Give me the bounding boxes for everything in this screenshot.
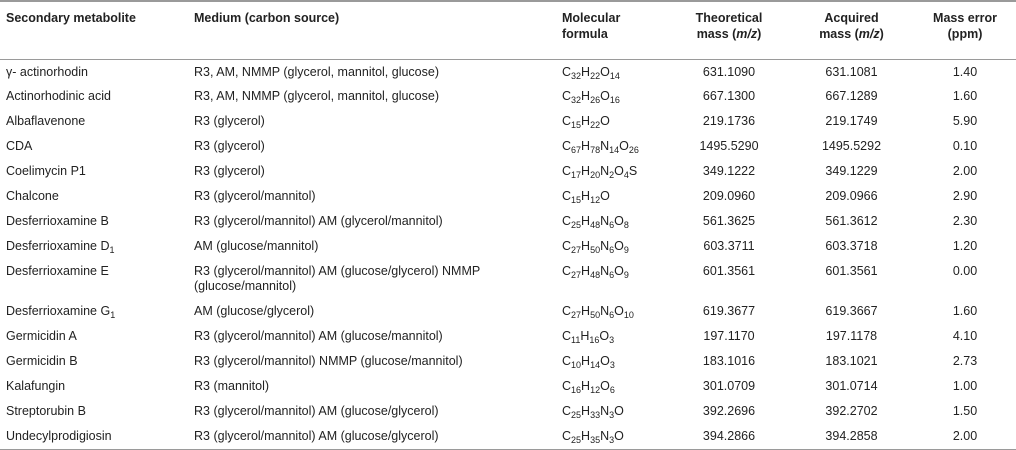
header-theoretical-mass: Theoretical mass (m/z) bbox=[669, 1, 789, 59]
metabolite-name-cell: Albaflavenone bbox=[6, 114, 86, 128]
metabolite-name-cell: Undecylprodigiosin bbox=[0, 424, 188, 449]
molecular-formula-cell: $C_{32}H_{22}O_{14}$ bbox=[562, 64, 620, 81]
theoretical-mass-cell: 349.1222 bbox=[702, 164, 756, 178]
table-row bbox=[0, 59, 1016, 84]
table-row bbox=[0, 374, 1016, 399]
header-molecular-formula: Molecular formula bbox=[556, 1, 669, 59]
theoretical-mass-cell: 183.1016 bbox=[702, 354, 756, 368]
molecular-formula-cell: $C_{10}H_{14}O_3$ bbox=[562, 354, 615, 370]
table-row bbox=[0, 184, 1016, 209]
metabolite-name-cell: Kalafungin bbox=[6, 379, 66, 393]
mass-error-cell: 0.10 bbox=[952, 139, 978, 153]
table-row bbox=[0, 84, 1016, 109]
molecular-formula-cell: $C_{11}H_{16}O_3$ bbox=[562, 329, 615, 345]
medium-cell: AM (glucose/glycerol) bbox=[194, 304, 315, 318]
molecular-formula-cell: $C_{25}H_{33}N_3O$ bbox=[562, 404, 624, 420]
theoretical-mass-cell: 601.3561 bbox=[702, 264, 756, 278]
molecular-formula-cell: $C_{15}H_{12}O$ bbox=[562, 189, 610, 205]
mass-error-cell: 1.40 bbox=[952, 64, 978, 79]
molecular-formula-cell: $C_{25}H_{48}N_6O_8$ bbox=[562, 214, 629, 230]
metabolite-name-cell: Coelimycin P1 bbox=[6, 164, 86, 178]
metabolite-name-cell: Desferrioxamine $D_1$ bbox=[6, 239, 115, 255]
acquired-mass-cell: 394.2858 bbox=[789, 424, 914, 449]
acquired-mass-cell: 301.0714 bbox=[825, 379, 878, 393]
mass-error-cell: 0.00 bbox=[952, 264, 978, 278]
medium-cell: R3 (glycerol/mannitol) bbox=[194, 189, 316, 203]
mass-error-cell: 2.90 bbox=[952, 189, 978, 203]
table-row bbox=[0, 349, 1016, 374]
table-row bbox=[0, 134, 1016, 159]
molecular-formula-cell: $C_{25}H_{35}N_3O$ bbox=[556, 424, 669, 449]
table-row bbox=[0, 324, 1016, 349]
mass-error-cell: 5.90 bbox=[952, 114, 978, 128]
molecular-formula-cell: $C_{27}H_{48}N_6O_9$ bbox=[562, 264, 629, 280]
mass-error-cell: 2.73 bbox=[952, 354, 978, 368]
metabolite-name-cell: Streptorubin B bbox=[6, 404, 86, 418]
table-row bbox=[0, 234, 1016, 259]
theoretical-mass-cell: 392.2696 bbox=[702, 404, 756, 418]
molecular-formula-cell: $C_{67}H_{78}N_{14}O_{26}$ bbox=[562, 139, 639, 155]
molecular-formula-cell: $C_{27}H_{50}N_6O_{10}$ bbox=[562, 304, 634, 320]
metabolite-name-cell: Germicidin B bbox=[6, 354, 78, 368]
mass-error-cell: 2.30 bbox=[952, 214, 978, 228]
acquired-mass-cell: 197.1178 bbox=[825, 329, 878, 343]
metabolite-name-cell: γ- actinorhodin bbox=[6, 64, 88, 79]
theoretical-mass-cell: 561.3625 bbox=[702, 214, 756, 228]
metabolite-name-cell: CDA bbox=[6, 139, 33, 153]
medium-cell: R3 (mannitol) bbox=[194, 379, 270, 393]
medium-cell: R3 (glycerol/mannitol) AM (glucose/mannitol) bbox=[194, 329, 443, 343]
table-row bbox=[0, 159, 1016, 184]
acquired-mass-cell: 392.2702 bbox=[825, 404, 878, 418]
table-row bbox=[0, 399, 1016, 424]
theoretical-mass-cell: 667.1300 bbox=[702, 89, 756, 103]
table-row bbox=[0, 259, 1016, 299]
theoretical-mass-cell: 619.3677 bbox=[702, 304, 756, 318]
table-row bbox=[0, 209, 1016, 234]
header-mass-error: Mass error (ppm) bbox=[914, 1, 1016, 59]
metabolite-name-cell: Germicidin A bbox=[6, 329, 77, 343]
header-medium: Medium (carbon source) bbox=[188, 1, 556, 59]
medium-cell: R3, AM, NMMP (glycerol, mannitol, glucose) bbox=[194, 64, 439, 79]
mass-error-cell: 1.00 bbox=[952, 379, 978, 393]
metabolite-name-cell: Desferrioxamine E bbox=[6, 264, 109, 278]
medium-cell: R3 (glycerol) bbox=[194, 164, 265, 178]
table-row bbox=[0, 424, 1016, 449]
mass-error-cell: 2.00 bbox=[914, 424, 1016, 449]
table-header bbox=[0, 1, 1016, 59]
mass-error-cell: 1.50 bbox=[952, 404, 978, 418]
theoretical-mass-cell: 603.3711 bbox=[703, 239, 755, 253]
metabolite-name-cell: Desferrioxamine B bbox=[6, 214, 109, 228]
theoretical-mass-cell: 209.0960 bbox=[702, 189, 756, 203]
medium-cell: R3 (glycerol) bbox=[194, 139, 265, 153]
molecular-formula-cell: $C_{16}H_{12}O_6$ bbox=[562, 379, 615, 395]
acquired-mass-cell: 601.3561 bbox=[825, 264, 878, 278]
molecular-formula-cell: $C_{27}H_{50}N_6O_9$ bbox=[562, 239, 629, 255]
acquired-mass-cell: 619.3667 bbox=[825, 304, 878, 318]
medium-cell: R3 (glycerol/mannitol) AM (glucose/glycerol) bbox=[188, 424, 556, 449]
acquired-mass-cell: 183.1021 bbox=[825, 354, 878, 368]
mass-error-cell: 1.20 bbox=[952, 239, 978, 253]
acquired-mass-cell: 561.3612 bbox=[825, 214, 878, 228]
medium-cell: R3 (glycerol/mannitol) NMMP (glucose/mannitol) bbox=[194, 354, 463, 368]
acquired-mass-cell: 1495.5292 bbox=[821, 139, 882, 153]
mass-error-cell: 4.10 bbox=[952, 329, 978, 343]
theoretical-mass-cell: 301.0709 bbox=[702, 379, 756, 393]
medium-cell: AM (glucose/mannitol) bbox=[194, 239, 319, 253]
acquired-mass-cell: 667.1289 bbox=[825, 89, 878, 103]
mass-error-cell: 1.60 bbox=[952, 304, 978, 318]
acquired-mass-cell: 603.3718 bbox=[825, 239, 878, 253]
theoretical-mass-cell: 394.2866 bbox=[669, 424, 789, 449]
theoretical-mass-cell: 219.1736 bbox=[702, 114, 756, 128]
theoretical-mass-cell: 197.1170 bbox=[703, 329, 755, 343]
theoretical-mass-cell: 631.1090 bbox=[702, 64, 756, 79]
medium-cell: R3, AM, NMMP (glycerol, mannitol, glucose) bbox=[194, 89, 439, 103]
acquired-mass-cell: 349.1229 bbox=[825, 164, 878, 178]
medium-cell: R3 (glycerol/mannitol) AM (glucose/glycerol) NMMP (glucose/mannitol) bbox=[194, 264, 480, 293]
medium-cell: R3 (glycerol) bbox=[194, 114, 265, 128]
mass-error-cell: 1.60 bbox=[952, 89, 978, 103]
acquired-mass-cell: 631.1081 bbox=[825, 64, 878, 79]
table-row bbox=[0, 299, 1016, 324]
acquired-mass-cell: 209.0966 bbox=[825, 189, 878, 203]
table-body bbox=[0, 59, 1016, 449]
medium-cell: R3 (glycerol/mannitol) AM (glycerol/mannitol) bbox=[194, 214, 443, 228]
molecular-formula-cell: $C_{32}H_{26}O_{16}$ bbox=[562, 89, 620, 105]
metabolite-name-cell: Desferrioxamine $G_1$ bbox=[6, 304, 116, 320]
molecular-formula-cell: $C_{15}H_{22}O$ bbox=[562, 114, 610, 130]
header-acquired-mass: Acquired mass (m/z) bbox=[789, 1, 914, 59]
acquired-mass-cell: 219.1749 bbox=[825, 114, 878, 128]
metabolite-name-cell: Chalcone bbox=[6, 189, 59, 203]
medium-cell: R3 (glycerol/mannitol) AM (glucose/glycerol) bbox=[194, 404, 439, 418]
molecular-formula-cell: $C_{17}H_{20}N_2O_4S$ bbox=[562, 164, 638, 180]
mass-error-cell: 2.00 bbox=[952, 164, 978, 178]
metabolite-name-cell: Actinorhodinic acid bbox=[6, 89, 111, 103]
theoretical-mass-cell: 1495.5290 bbox=[699, 139, 759, 153]
table-row bbox=[0, 109, 1016, 134]
header-secondary-metabolite: Secondary metabolite bbox=[0, 1, 188, 59]
